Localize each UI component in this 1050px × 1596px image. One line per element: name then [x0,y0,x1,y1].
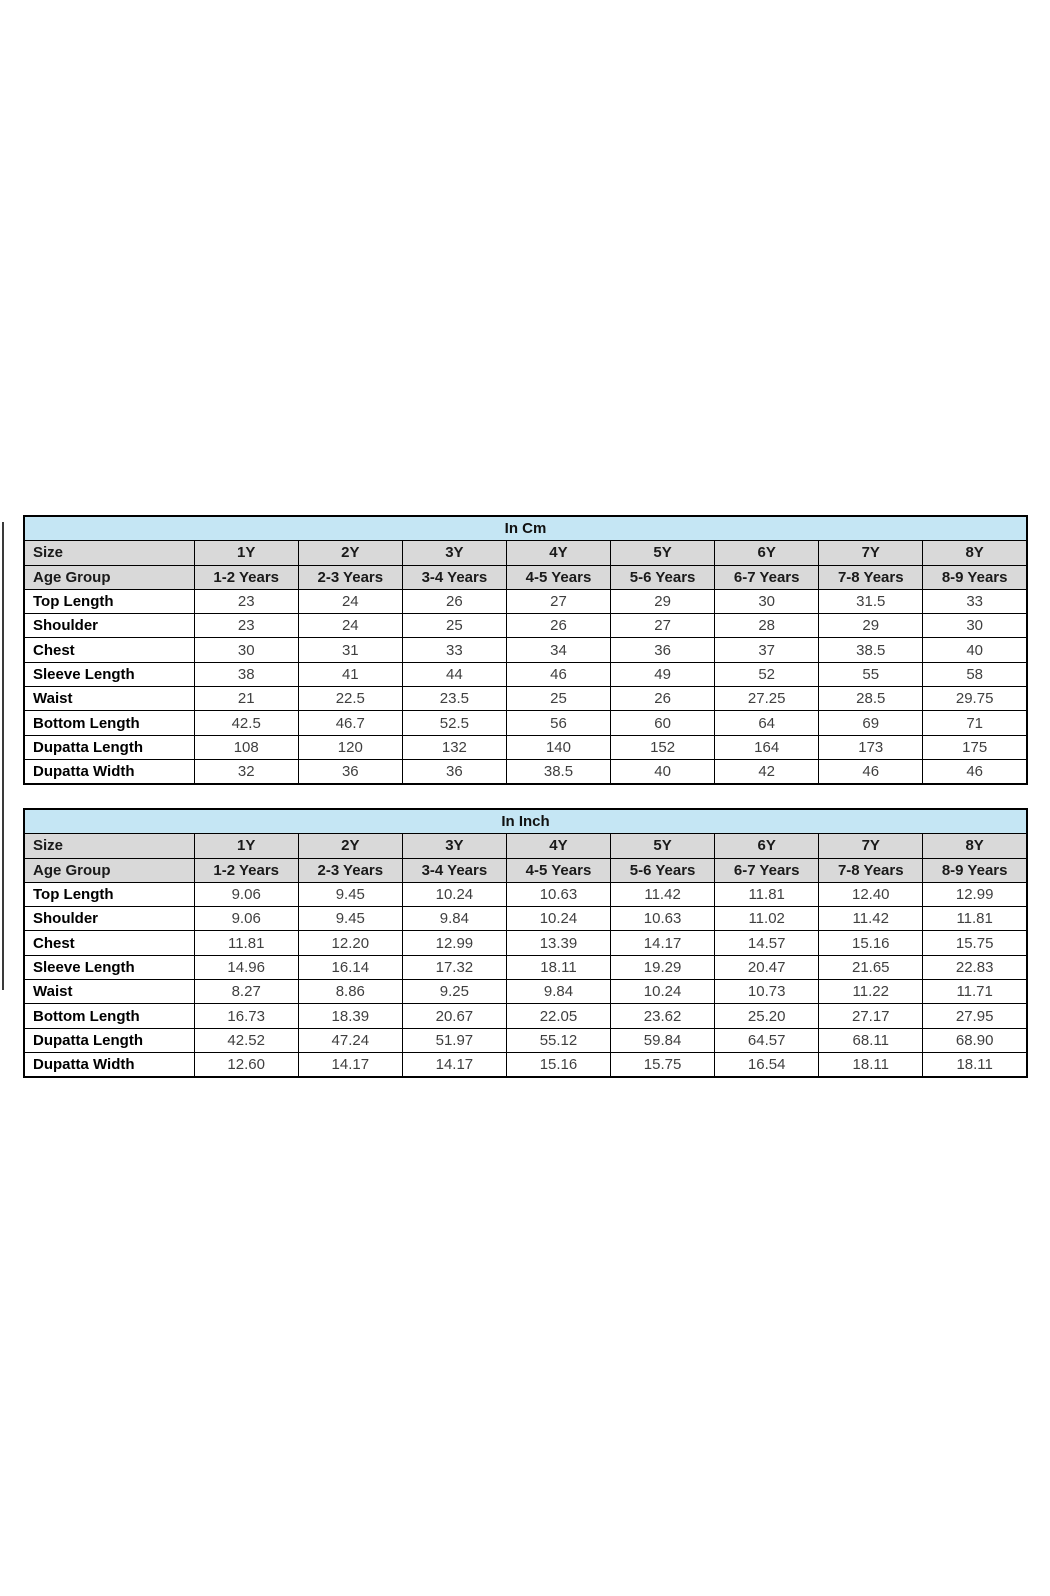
measurement-value-cell: 10.24 [506,907,610,931]
size-header-label: Size [24,541,194,565]
age-group-cell: 7-8 Years [819,858,923,882]
measurement-value-cell: 52.5 [402,711,506,735]
measurement-value-cell: 34 [506,638,610,662]
measurement-label: Bottom Length [24,1004,194,1028]
age-group-header-label: Age Group [24,565,194,589]
measurement-value-cell: 38.5 [819,638,923,662]
measurement-value-cell: 12.99 [923,882,1027,906]
age-group-cell: 5-6 Years [611,565,715,589]
measurement-row [24,687,1027,711]
measurement-value-cell: 23 [194,589,298,613]
measurement-value-cell: 31.5 [819,589,923,613]
measurement-value-cell: 29 [819,614,923,638]
measurement-row [24,711,1027,735]
measurement-label: Shoulder [24,614,194,638]
measurement-value-cell: 64 [715,711,819,735]
age-group-cell: 8-9 Years [923,565,1027,589]
measurement-value-cell: 23 [194,614,298,638]
measurement-value-cell: 152 [611,735,715,759]
measurement-value-cell: 31 [298,638,402,662]
measurement-value-cell: 46.7 [298,711,402,735]
measurement-value-cell: 18.11 [819,1052,923,1077]
measurement-value-cell: 59.84 [611,1028,715,1052]
measurement-value-cell: 55 [819,662,923,686]
age-group-header-row [24,858,1027,882]
age-group-cell: 1-2 Years [194,858,298,882]
measurement-value-cell: 12.40 [819,882,923,906]
measurement-value-cell: 9.45 [298,882,402,906]
size-header-cell: 1Y [194,541,298,565]
size-header-row [24,834,1027,858]
measurement-value-cell: 11.81 [194,931,298,955]
measurement-value-cell: 27.95 [923,1004,1027,1028]
measurement-value-cell: 20.47 [715,955,819,979]
measurement-value-cell: 22.83 [923,955,1027,979]
measurement-value-cell: 27.17 [819,1004,923,1028]
measurement-value-cell: 42 [715,759,819,784]
age-group-cell: 1-2 Years [194,565,298,589]
measurement-value-cell: 11.71 [923,980,1027,1004]
size-header-label: Size [24,834,194,858]
measurement-value-cell: 18.11 [923,1052,1027,1077]
table-title: In Cm [24,516,1027,541]
measurement-value-cell: 14.17 [611,931,715,955]
measurement-value-cell: 15.16 [506,1052,610,1077]
measurement-value-cell: 9.25 [402,980,506,1004]
measurement-value-cell: 40 [923,638,1027,662]
measurement-value-cell: 51.97 [402,1028,506,1052]
measurement-value-cell: 164 [715,735,819,759]
measurement-value-cell: 69 [819,711,923,735]
measurement-label: Waist [24,687,194,711]
measurement-value-cell: 37 [715,638,819,662]
size-chart-table-cm [23,515,1028,785]
measurement-value-cell: 24 [298,614,402,638]
measurement-value-cell: 14.17 [298,1052,402,1077]
measurement-label: Bottom Length [24,711,194,735]
measurement-value-cell: 10.73 [715,980,819,1004]
measurement-value-cell: 47.24 [298,1028,402,1052]
size-header-cell: 7Y [819,834,923,858]
measurement-value-cell: 29.75 [923,687,1027,711]
measurement-value-cell: 12.60 [194,1052,298,1077]
measurement-row [24,1028,1027,1052]
measurement-value-cell: 11.42 [819,907,923,931]
size-chart-table-inch [23,808,1028,1078]
measurement-value-cell: 13.39 [506,931,610,955]
age-group-cell: 5-6 Years [611,858,715,882]
measurement-value-cell: 52 [715,662,819,686]
measurement-value-cell: 23.5 [402,687,506,711]
measurement-value-cell: 71 [923,711,1027,735]
measurement-label: Waist [24,980,194,1004]
measurement-value-cell: 10.63 [611,907,715,931]
measurement-value-cell: 44 [402,662,506,686]
measurement-value-cell: 16.73 [194,1004,298,1028]
measurement-value-cell: 28.5 [819,687,923,711]
measurement-value-cell: 23.62 [611,1004,715,1028]
measurement-value-cell: 40 [611,759,715,784]
measurement-value-cell: 11.02 [715,907,819,931]
age-group-cell: 6-7 Years [715,858,819,882]
measurement-value-cell: 132 [402,735,506,759]
measurement-value-cell: 55.12 [506,1028,610,1052]
measurement-label: Chest [24,931,194,955]
measurement-value-cell: 49 [611,662,715,686]
measurement-label: Chest [24,638,194,662]
measurement-row [24,614,1027,638]
measurement-value-cell: 9.06 [194,882,298,906]
measurement-label: Dupatta Width [24,1052,194,1077]
size-header-cell: 5Y [611,834,715,858]
measurement-value-cell: 8.27 [194,980,298,1004]
age-group-cell: 6-7 Years [715,565,819,589]
measurement-value-cell: 12.99 [402,931,506,955]
table-title-row [24,516,1027,541]
measurement-row [24,907,1027,931]
measurement-value-cell: 33 [923,589,1027,613]
measurement-value-cell: 25 [402,614,506,638]
measurement-value-cell: 38 [194,662,298,686]
table-title: In Inch [24,809,1027,834]
size-header-cell: 1Y [194,834,298,858]
size-header-cell: 4Y [506,834,610,858]
size-header-cell: 2Y [298,541,402,565]
measurement-value-cell: 9.84 [506,980,610,1004]
measurement-value-cell: 58 [923,662,1027,686]
measurement-value-cell: 24 [298,589,402,613]
age-group-cell: 4-5 Years [506,858,610,882]
measurement-value-cell: 36 [402,759,506,784]
measurement-value-cell: 42.52 [194,1028,298,1052]
measurement-value-cell: 10.24 [402,882,506,906]
size-header-cell: 4Y [506,541,610,565]
measurement-value-cell: 26 [506,614,610,638]
measurement-value-cell: 16.14 [298,955,402,979]
age-group-cell: 3-4 Years [402,858,506,882]
size-header-cell: 8Y [923,541,1027,565]
measurement-value-cell: 175 [923,735,1027,759]
size-header-row [24,541,1027,565]
measurement-value-cell: 15.16 [819,931,923,955]
measurement-value-cell: 17.32 [402,955,506,979]
measurement-value-cell: 18.11 [506,955,610,979]
measurement-label: Dupatta Width [24,759,194,784]
measurement-row [24,882,1027,906]
measurement-value-cell: 10.63 [506,882,610,906]
measurement-value-cell: 41 [298,662,402,686]
size-header-cell: 2Y [298,834,402,858]
size-header-cell: 6Y [715,834,819,858]
measurement-value-cell: 28 [715,614,819,638]
measurement-value-cell: 11.42 [611,882,715,906]
measurement-value-cell: 140 [506,735,610,759]
measurement-label: Shoulder [24,907,194,931]
measurement-row [24,638,1027,662]
measurement-row [24,735,1027,759]
age-group-cell: 2-3 Years [298,858,402,882]
measurement-value-cell: 30 [715,589,819,613]
measurement-value-cell: 9.06 [194,907,298,931]
measurement-value-cell: 25 [506,687,610,711]
measurement-value-cell: 21.65 [819,955,923,979]
measurement-value-cell: 27 [611,614,715,638]
measurement-value-cell: 46 [506,662,610,686]
size-header-cell: 6Y [715,541,819,565]
measurement-value-cell: 38.5 [506,759,610,784]
measurement-value-cell: 108 [194,735,298,759]
measurement-label: Sleeve Length [24,662,194,686]
measurement-value-cell: 29 [611,589,715,613]
measurement-value-cell: 42.5 [194,711,298,735]
measurement-value-cell: 33 [402,638,506,662]
measurement-value-cell: 46 [819,759,923,784]
measurement-value-cell: 173 [819,735,923,759]
measurement-value-cell: 16.54 [715,1052,819,1077]
measurement-value-cell: 30 [194,638,298,662]
measurement-row [24,662,1027,686]
measurement-value-cell: 27.25 [715,687,819,711]
measurement-value-cell: 11.22 [819,980,923,1004]
measurement-value-cell: 9.84 [402,907,506,931]
measurement-value-cell: 68.11 [819,1028,923,1052]
measurement-value-cell: 30 [923,614,1027,638]
measurement-value-cell: 32 [194,759,298,784]
measurement-row [24,980,1027,1004]
measurement-value-cell: 46 [923,759,1027,784]
measurement-row [24,759,1027,784]
measurement-label: Top Length [24,589,194,613]
size-header-cell: 3Y [402,834,506,858]
measurement-value-cell: 25.20 [715,1004,819,1028]
measurement-label: Sleeve Length [24,955,194,979]
table-title-row [24,809,1027,834]
measurement-value-cell: 15.75 [923,931,1027,955]
measurement-value-cell: 18.39 [298,1004,402,1028]
measurement-value-cell: 15.75 [611,1052,715,1077]
measurement-value-cell: 14.57 [715,931,819,955]
age-group-header-row [24,565,1027,589]
age-group-cell: 8-9 Years [923,858,1027,882]
measurement-value-cell: 68.90 [923,1028,1027,1052]
measurement-value-cell: 14.96 [194,955,298,979]
measurement-row [24,589,1027,613]
measurement-value-cell: 64.57 [715,1028,819,1052]
measurement-value-cell: 11.81 [715,882,819,906]
size-header-cell: 3Y [402,541,506,565]
age-group-cell: 7-8 Years [819,565,923,589]
measurement-value-cell: 11.81 [923,907,1027,931]
measurement-value-cell: 21 [194,687,298,711]
measurement-value-cell: 22.05 [506,1004,610,1028]
measurement-label: Top Length [24,882,194,906]
measurement-value-cell: 9.45 [298,907,402,931]
age-group-header-label: Age Group [24,858,194,882]
measurement-value-cell: 8.86 [298,980,402,1004]
measurement-value-cell: 19.29 [611,955,715,979]
measurement-value-cell: 20.67 [402,1004,506,1028]
measurement-row [24,1004,1027,1028]
measurement-value-cell: 36 [298,759,402,784]
measurement-value-cell: 56 [506,711,610,735]
measurement-value-cell: 12.20 [298,931,402,955]
measurement-row [24,955,1027,979]
measurement-value-cell: 26 [611,687,715,711]
measurement-value-cell: 120 [298,735,402,759]
measurement-label: Dupatta Length [24,735,194,759]
measurement-value-cell: 27 [506,589,610,613]
size-header-cell: 8Y [923,834,1027,858]
left-edge-artifact-line [2,522,4,990]
measurement-value-cell: 10.24 [611,980,715,1004]
age-group-cell: 2-3 Years [298,565,402,589]
age-group-cell: 3-4 Years [402,565,506,589]
measurement-value-cell: 14.17 [402,1052,506,1077]
size-header-cell: 5Y [611,541,715,565]
size-header-cell: 7Y [819,541,923,565]
measurement-row [24,931,1027,955]
measurement-value-cell: 60 [611,711,715,735]
measurement-value-cell: 36 [611,638,715,662]
measurement-value-cell: 26 [402,589,506,613]
measurement-value-cell: 22.5 [298,687,402,711]
measurement-row [24,1052,1027,1077]
age-group-cell: 4-5 Years [506,565,610,589]
measurement-label: Dupatta Length [24,1028,194,1052]
